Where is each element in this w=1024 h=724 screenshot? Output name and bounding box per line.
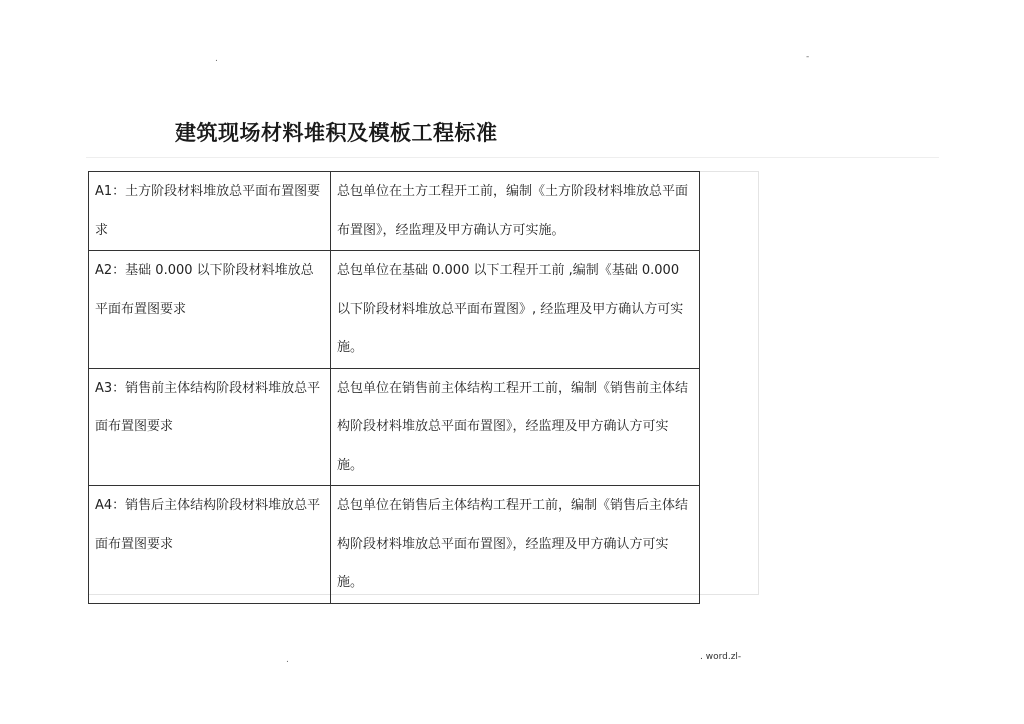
page-bottom-mark: . [286,655,289,665]
item-cell: A1：土方阶段材料堆放总平面布置图要求 [89,172,331,251]
table-row [89,486,700,604]
item-cell: A2：基础 0.000 以下阶段材料堆放总平面布置图要求 [89,251,331,369]
table-row [89,172,700,251]
title-divider [86,157,939,158]
standards-table [88,171,700,604]
table-row [89,368,700,486]
description-cell: 总包单位在土方工程开工前，编制《土方阶段材料堆放总平面布置图》，经监理及甲方确认方可实施。 [331,172,700,251]
item-cell: A3：销售前主体结构阶段材料堆放总平面布置图要求 [89,368,331,486]
description-cell: 总包单位在销售后主体结构工程开工前，编制《销售后主体结构阶段材料堆放总平面布置图》，经监理及甲方确认方可实施。 [331,486,700,604]
table-row [89,251,700,369]
description-cell: 总包单位在销售前主体结构工程开工前，编制《销售前主体结构阶段材料堆放总平面布置图》，经监理及甲方确认方可实施。 [331,368,700,486]
page-corner-mark-left: . [215,54,218,64]
description-cell: 总包单位在基础 0.000 以下工程开工前 ,编制《基础 0.000 以下阶段材料堆放总平面布置图》, 经监理及甲方确认方可实施。 [331,251,700,369]
page-footer: . word.zl- [700,652,742,662]
document-title: 建筑现场材料堆积及模板工程标准 [175,121,498,145]
page-corner-mark-right: - [806,52,810,62]
item-cell: A4：销售后主体结构阶段材料堆放总平面布置图要求 [89,486,331,604]
